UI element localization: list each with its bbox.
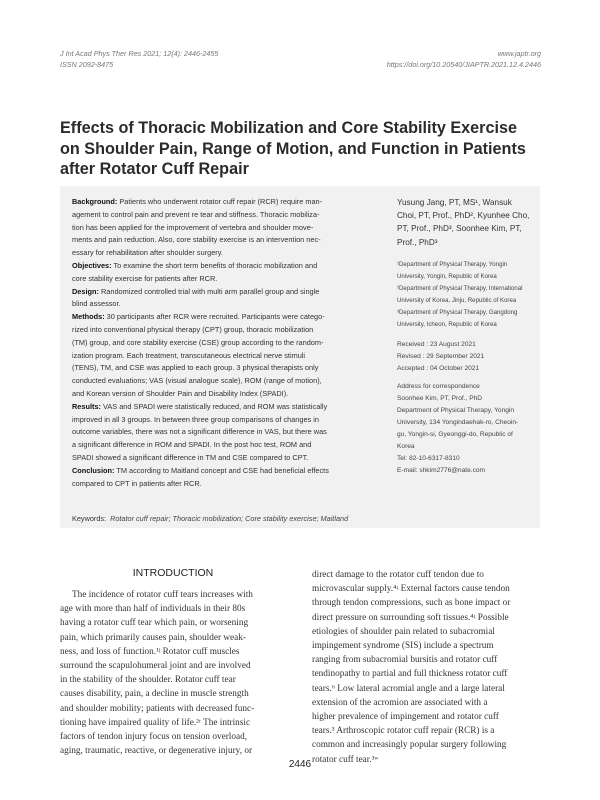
abstract-line: compared to CPT in patients after RCR. — [72, 478, 202, 488]
abstract-line: outcome variables, there was not a significant difference in VAS, but there was — [72, 427, 327, 437]
abstract-line: essary for rehabilitation after shoulder surgery. — [72, 248, 223, 258]
body-line: rotator cuff tear.³ʷ — [312, 754, 379, 765]
abstract-line: agement to control pain and prevent re tear and stiffness. Thoracic mobiliza- — [72, 209, 320, 219]
body-line: and shoulder mobility; patients with decreased func- — [60, 703, 255, 714]
journal-website-link[interactable]: www.japtr.org — [497, 49, 541, 58]
section-heading-introduction: INTRODUCTION — [132, 567, 214, 579]
intro-left-column — [60, 566, 286, 758]
abstract-methods — [72, 311, 382, 401]
body-line: direct damage to the rotator cuff tendon due to — [312, 570, 484, 580]
body-line: through tendon compressions, such as bone impact or — [312, 598, 511, 609]
correspondence-email[interactable]: E-mail: shkim2776@nate.com — [397, 466, 486, 474]
journal-citation — [60, 48, 218, 70]
abstract-line: conducted evaluations; VAS (visual analogue scale), ROM (range of motion), — [72, 376, 322, 386]
correspondence-phone: Tel: 82-10-6317-8310 — [397, 454, 460, 462]
abstract-line: rized into conventional physical therapy (CPT) group, thoracic mobilization — [72, 324, 314, 334]
title-line: on Shoulder Pain, Range of Motion, and Function in Patients — [60, 139, 526, 158]
abstract-conclusion — [72, 465, 382, 491]
body-line: extension of the acromion are associated with a — [312, 697, 488, 708]
abstract-line: 30 participants after RCR were recruited. Participants were catego- — [104, 312, 325, 322]
abstract-line: To examine the short term benefits of thoracic mobilization and — [111, 260, 318, 270]
correspondence-heading: Address for correspondence — [397, 382, 480, 390]
body-line: impingement syndrome (SIS) include a spectrum — [312, 641, 494, 652]
body-line: tioning have impaired quality of life.²ʳ The intrinsic — [60, 717, 251, 728]
abstract-line: a significant difference in ROM and SPADI. In the post hoc test, ROM and — [72, 440, 312, 450]
body-line: direct pressure on surrounding soft tissues.⁴ʵ Possible — [312, 612, 509, 623]
background-label: Background: — [72, 197, 118, 206]
keywords-values: Rotator cuff repair; Thoracic mobilization; Core stability exercise; Maitland — [110, 514, 349, 523]
objectives-label: Objectives: — [72, 260, 112, 270]
body-line: tears.⁶ Low lateral acromial angle and a large lateral — [312, 683, 505, 694]
affiliation-line: ²Department of Physical Therapy, International — [397, 284, 523, 292]
body-line: pain, which primarily causes pain, shoulder weak- — [60, 632, 246, 643]
abstract-line: ization program. Each treatment, transcutaneous electrical nerve stimuli — [72, 350, 306, 360]
abstract-line: ments and pain reduction. Also, core stability exercise is an intervention nec- — [72, 235, 321, 245]
affiliation-line: University, Yongin, Republic of Korea — [397, 272, 497, 280]
abstract-line: and Korean version of Shoulder Pain and Disability Index (SPADI). — [72, 388, 289, 398]
title-line: Effects of Thoracic Mobilization and Core Stability Exercise — [60, 119, 517, 137]
abstract-line: core stability exercise for patients after RCR. — [72, 273, 218, 283]
author-line: PT, Prof., PhD³, Soonhee Kim, PT, — [397, 224, 522, 234]
correspondence — [397, 381, 535, 477]
abstract-line: VAS and SPADI were statistically reduced, and ROM was statistically — [100, 401, 328, 411]
accepted-date: Accepted : 04 October 2021 — [397, 364, 480, 372]
abstract-line: blind assessor. — [72, 299, 121, 309]
body-line: in the stability of the shoulder. Rotator cuff tear — [60, 675, 236, 686]
article-dates — [397, 339, 535, 375]
affiliation-line: University, Icheon, Republic of Korea — [397, 320, 497, 328]
journal-citation-line: J Int Acad Phys Ther Res 2021; 12(4): 2446-2455 — [60, 49, 219, 58]
abstract-background — [72, 196, 382, 260]
body-line: The incidence of rotator cuff tears increases with — [72, 590, 253, 600]
affiliation-line: ³Department of Physical Therapy, Gangdong — [397, 308, 518, 316]
correspondence-line: Korea — [397, 442, 415, 450]
body-line: microvascular supply.⁴ʵ External factors cause tendon — [312, 584, 510, 595]
abstract-line: (TENS), TM, and CSE was applied to each group. 3 physical therapists only — [72, 363, 319, 373]
affiliation-line: ¹Department of Physical Therapy, Yongin — [397, 260, 508, 268]
issn-line: ISSN 2092-8475 — [60, 60, 114, 69]
journal-links — [387, 48, 541, 70]
body-line: common and increasingly popular surgery following — [312, 740, 507, 751]
body-line: tendinopathy to partial and full thickness rotator cuff — [312, 669, 508, 680]
abstract-results — [72, 401, 382, 465]
body-line: age with more than half of individuals in their 80s — [60, 604, 246, 615]
abstract-line: improved in all 3 groups. In between three group comparisons of changes in — [72, 414, 319, 424]
results-label: Results: — [72, 401, 101, 411]
body-line: aging, traumatic, reactive, or degenerative injury, or — [60, 746, 253, 757]
methods-label: Methods: — [72, 312, 105, 322]
abstract — [72, 196, 382, 490]
abstract-design — [72, 286, 382, 312]
received-date: Received : 23 August 2021 — [397, 340, 476, 348]
author-line: Prof., PhD³ — [397, 237, 438, 247]
correspondence-line: Soonhee Kim, PT, Prof., PhD — [397, 394, 483, 402]
abstract-line: SPADI showed a significant difference in TM and CSE compared to CPT. — [72, 452, 309, 462]
body-line: causes disability, pain, a decline in muscle strength — [60, 689, 249, 700]
abstract-line: TM according to Maitland concept and CSE had beneficial effects — [114, 465, 329, 475]
abstract-line: Randomized controlled trial with multi arm parallel group and single — [98, 286, 320, 296]
body-line: factors of tendon injury focus on tension overload, — [60, 732, 248, 743]
body-line: tears.³ Arthroscopic rotator cuff repair (RCR) is a — [312, 726, 495, 737]
doi-link[interactable]: https://doi.org/10.20540/JIAPTR.2021.12.4.2446 — [386, 60, 541, 69]
correspondence-line: University, 134 Yongindaehak-ro, Cheoin- — [397, 418, 519, 426]
design-label: Design: — [72, 286, 99, 296]
article-info — [397, 196, 535, 477]
intro-right-column — [312, 568, 538, 767]
affiliation-line: University of Korea, Jinju, Republic of Korea — [397, 296, 517, 304]
correspondence-line: gu, Yongin-si, Gyeonggi-do, Republic of — [397, 430, 513, 438]
conclusion-label: Conclusion: — [72, 465, 115, 475]
title-line: after Rotator Cuff Repair — [60, 160, 249, 178]
body-line: surround the scapulohumeral joint and are involved — [60, 661, 251, 672]
author-line: Yusung Jang, PT, MS¹, Wansuk — [397, 198, 512, 207]
keywords-label: Keywords: — [72, 514, 107, 523]
author-list — [397, 196, 535, 249]
article-title — [60, 118, 540, 180]
correspondence-line: Department of Physical Therapy, Yongin — [397, 406, 515, 414]
revised-date: Revised : 29 September 2021 — [397, 352, 485, 360]
keywords — [72, 514, 348, 523]
abstract-line: Patients who underwent rotator cuff repair (RCR) require man- — [117, 197, 323, 206]
body-line: having a rotator cuff tear which pain, or worsening — [60, 618, 249, 629]
body-line: ranging from subacromial bursitis and rotator cuff — [312, 655, 498, 666]
author-line: Choi, PT, Prof., PhD², Kyunhee Cho, — [397, 211, 530, 221]
body-line: ness, and loss of function.¹ʲ Rotator cuff muscles — [60, 646, 240, 657]
abstract-line: tion has been applied for the improvement of vertebra and shoulder move- — [72, 222, 314, 232]
body-line: higher prevalence of impingement and rotator cuff — [312, 712, 499, 723]
abstract-objectives — [72, 260, 382, 286]
page-number: 2446 — [288, 759, 312, 770]
abstract-line: (TM) group, and core stability exercise (CSE) group according to the random- — [72, 337, 324, 347]
body-line: etiologies of shoulder pain related to subacromial — [312, 626, 495, 637]
affiliations — [397, 259, 535, 331]
